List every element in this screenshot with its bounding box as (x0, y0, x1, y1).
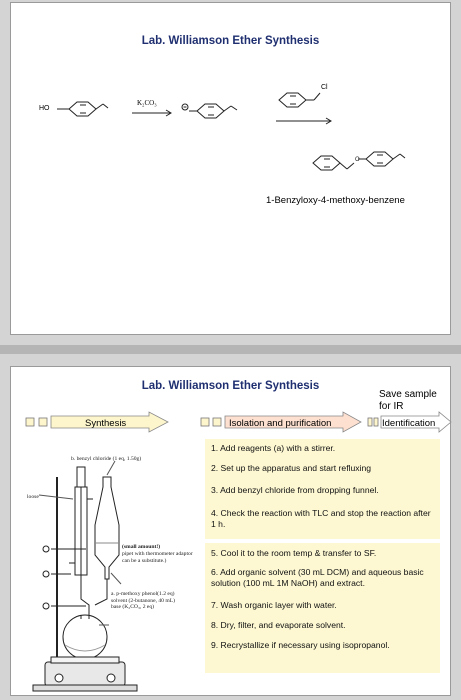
step-item: 9. Recrystallize if necessary using isopropanol. (211, 640, 390, 650)
slide-procedure (10, 366, 451, 696)
benzyl-chloride-structure (279, 93, 320, 107)
save-sample-note: Save sample for IR (379, 389, 437, 412)
benzyl-chloride-label: b. benzyl chloride (1 eq, 1.50g) (71, 456, 142, 462)
reagent-line: solvent (2-butanone, 40 mL) (111, 597, 176, 604)
product-name: 1-Benzyloxy-4-methoxy-benzene (266, 195, 405, 206)
small-amount-note: pipet with thermometer adaptor can be a substitute.) (122, 551, 193, 564)
condenser-top (77, 467, 85, 487)
step-item: 1. Add reagents (a) with a stirrer. (211, 443, 336, 453)
step-item: 7. Wash organic layer with water. (211, 600, 337, 610)
reaction-scheme (11, 3, 452, 336)
isolation-steps-box (205, 543, 440, 673)
small-amount-title: (small amount!) (122, 544, 161, 550)
slide-title: Lab. Williamson Ether Synthesis (141, 380, 320, 392)
slide-reaction-scheme (10, 2, 451, 335)
checkbox-icon (368, 418, 372, 426)
step-item: 6. Add organic solvent (30 mL DCM) and aqueous basic solution (100 mL 1M NaOH) and extract. (211, 567, 424, 588)
arrow-label-isolation: Isolation and purification (229, 418, 332, 429)
cl-label: Cl (321, 84, 328, 91)
reagent-line: a. p-methoxy phenol(1.2 eq) (111, 591, 175, 597)
clamp-knob (43, 571, 49, 577)
arrow-label-identification: Identification (382, 418, 436, 429)
reagents-a-label (111, 591, 201, 611)
ho-label: HO (39, 105, 50, 112)
k2co3-label: K₂CO₃ (137, 99, 157, 107)
step-item: 8. Dry, filter, and evaporate solvent. (211, 620, 346, 630)
arrow-label-synthesis: Synthesis (85, 418, 127, 429)
ether-oxygen-label: O (355, 157, 360, 163)
p-methoxyphenol-structure (57, 102, 108, 116)
stand-base (33, 685, 137, 691)
checkbox-icon (374, 418, 378, 426)
clamp-knob (43, 546, 49, 552)
step-item: 4. Check the reaction with TLC and stop the reaction after 1 h. (211, 508, 431, 529)
step-item: 3. Add benzyl chloride from dropping funnel. (211, 485, 379, 495)
loose-label: loose (27, 494, 39, 500)
reagent-line: base (K₂CO₃, 2 eq) (111, 604, 155, 610)
phenoxide-structure (182, 104, 237, 118)
slide-separator (0, 345, 461, 354)
checkbox-icon (213, 418, 221, 426)
slide-title: Lab. Williamson Ether Synthesis (141, 35, 320, 47)
adapter (81, 575, 89, 615)
step-item: 2. Set up the apparatus and start refluxing (211, 463, 372, 473)
round-bottom-flask (63, 615, 107, 659)
synthesis-steps-box (205, 439, 440, 539)
clamp-knob (43, 603, 49, 609)
step-item: 5. Cool it to the room temp & transfer to SF. (211, 548, 377, 558)
reflux-apparatus (11, 367, 203, 697)
dropping-funnel (95, 477, 119, 579)
